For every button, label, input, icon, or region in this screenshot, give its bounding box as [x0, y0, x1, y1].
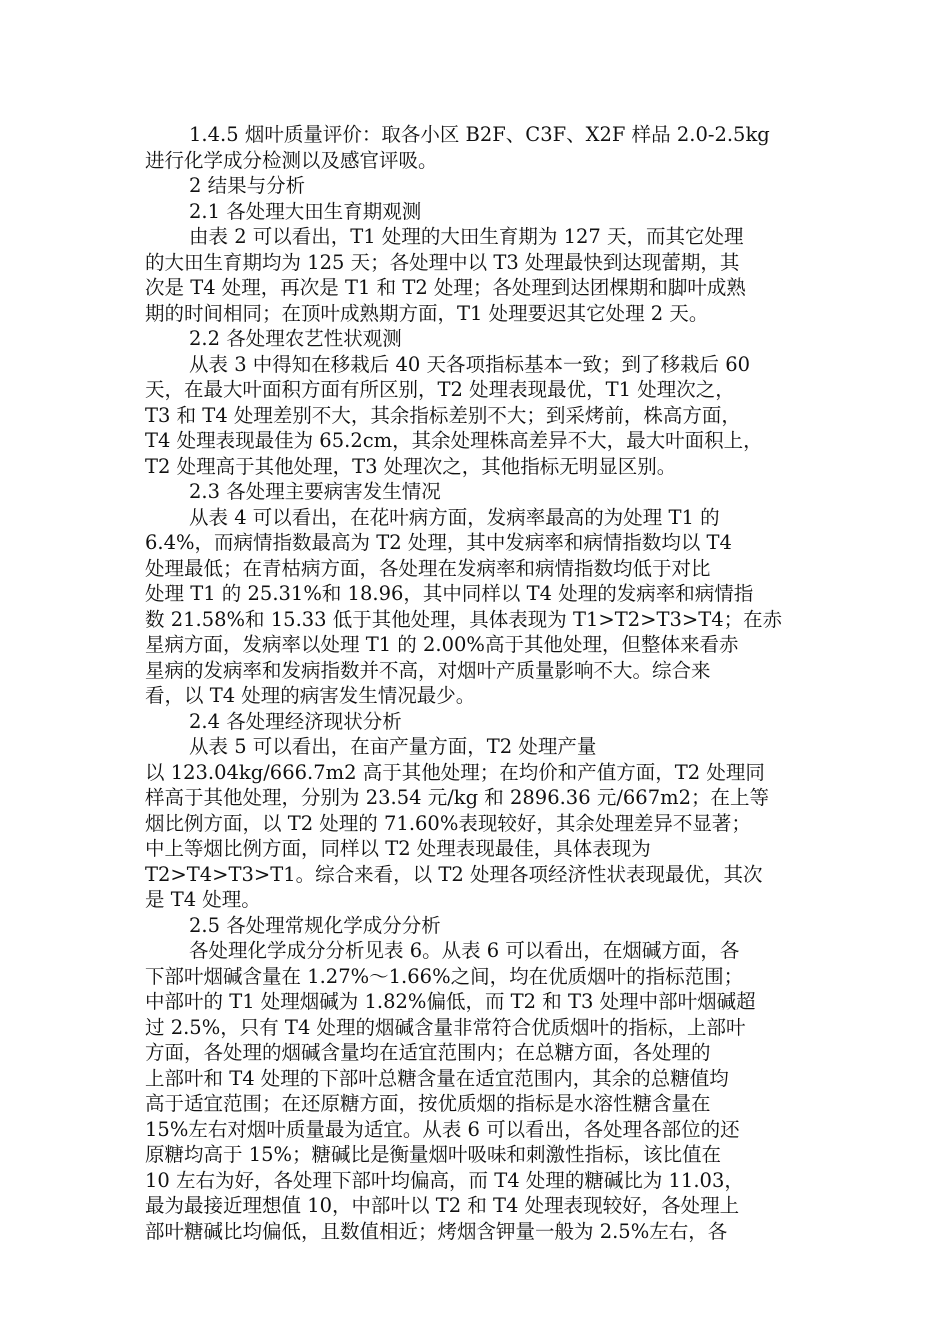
paragraph-line: 星病的发病率和发病指数并不高，对烟叶产质量影响不大。综合来: [145, 658, 711, 682]
paragraph-line: 烟比例方面，以 T2 处理的 71.60%表现较好，其余处理差异不显著；: [145, 811, 751, 835]
paragraph-line: 2.5 各处理常规化学成分分析: [189, 913, 441, 937]
paragraph-line: 进行化学成分检测以及感官评吸。: [145, 148, 438, 172]
paragraph-line: 由表 2 可以看出，T1 处理的大田生育期为 127 天，而其它处理: [189, 225, 744, 248]
paragraph-line: 的大田生育期均为 125 天；各处理中以 T3 处理最快到达现蕾期，其: [145, 250, 740, 274]
paragraph-line: 天，在最大叶面积方面有所区别，T2 处理表现最优，T1 处理次之，: [145, 378, 735, 401]
paragraph-line: 是 T4 处理。: [145, 888, 261, 911]
paragraph-line: 6.4%，而病情指数最高为 T2 处理，其中发病率和病情指数均以 T4: [145, 531, 732, 554]
paragraph-line: 数 21.58%和 15.33 低于其他处理，具体表现为 T1>T2>T3>T4；在赤: [145, 607, 783, 631]
paragraph-line: 各处理化学成分分析见表 6。从表 6 可以看出，在烟碱方面，各: [189, 939, 740, 962]
paragraph-line: 最为最接近理想值 10，中部叶以 T2 和 T4 处理表现较好，各处理上: [145, 1194, 740, 1217]
paragraph-line: 2 结果与分析: [189, 174, 306, 197]
paragraph-line: 15%左右对烟叶质量最为适宜。从表 6 可以看出，各处理各部位的还: [145, 1117, 740, 1141]
paragraph-line: 次是 T4 处理，再次是 T1 和 T2 处理；各处理到达团棵期和脚叶成熟: [145, 276, 746, 299]
paragraph-line: 2.2 各处理农艺性状观测: [189, 327, 402, 350]
paragraph-line: 高于适宜范围；在还原糖方面，按优质烟的指标是水溶性糖含量在: [145, 1092, 711, 1115]
paragraph-line: 星病方面，发病率以处理 T1 的 2.00%高于其他处理，但整体来看赤: [145, 633, 739, 656]
paragraph-line: 中部叶的 T1 处理烟碱为 1.82%偏低，而 T2 和 T3 处理中部叶烟碱超: [145, 990, 756, 1013]
paragraph-line: 上部叶和 T4 处理的下部叶总糖含量在适宜范围内，其余的总糖值均: [145, 1066, 729, 1090]
document-body: [145, 122, 807, 1244]
paragraph-line: 中上等烟比例方面，同样以 T2 处理表现最佳，具体表现为: [145, 837, 651, 860]
paragraph-line: 处理 T1 的 25.31%和 18.96，其中同样以 T4 处理的发病率和病情指: [145, 582, 754, 605]
paragraph-line: T2>T4>T3>T1。综合来看，以 T2 处理各项经济性状表现最优，其次: [145, 862, 763, 886]
paragraph-line: 过 2.5%，只有 T4 处理的烟碱含量非常符合优质烟叶的指标，上部叶: [145, 1015, 746, 1039]
paragraph-line: 以 123.04kg/666.7m2 高于其他处理；在均价和产值方面，T2 处理同: [145, 760, 765, 784]
paragraph-line: 1.4.5 烟叶质量评价：取各小区 B2F、C3F、X2F 样品 2.0-2.5kg: [189, 123, 770, 146]
paragraph-line: T2 处理高于其他处理，T3 处理次之，其他指标无明显区别。: [145, 454, 677, 478]
paragraph-line: 2.3 各处理主要病害发生情况: [189, 480, 441, 503]
paragraph-line: 从表 3 中得知在移栽后 40 天各项指标基本一致；到了移栽后 60: [189, 352, 751, 376]
paragraph-line: 2.1 各处理大田生育期观测: [189, 199, 422, 223]
paragraph-line: T4 处理表现最佳为 65.2cm，其余处理株高差异不大，最大叶面积上，: [145, 429, 763, 452]
paragraph-line: 从表 5 可以看出，在亩产量方面，T2 处理产量: [189, 735, 597, 758]
paragraph-line: 方面，各处理的烟碱含量均在适宜范围内；在总糖方面，各处理的: [145, 1041, 711, 1064]
paragraph-line: 部叶糖碱比均偏低，且数值相近；烤烟含钾量一般为 2.5%左右，各: [145, 1219, 728, 1243]
paragraph-line: 10 左右为好，各处理下部叶均偏高，而 T4 处理的糖碱比为 11.03，: [145, 1168, 744, 1192]
paragraph-line: 处理最低；在青枯病方面，各处理在发病率和病情指数均低于对比: [145, 556, 711, 580]
paragraph-line: 下部叶烟碱含量在 1.27%～1.66%之间，均在优质烟叶的指标范围；: [145, 964, 744, 988]
paragraph-line: 看，以 T4 处理的病害发生情况最少。: [145, 684, 476, 707]
paragraph-line: 从表 4 可以看出，在花叶病方面，发病率最高的为处理 T1 的: [189, 505, 720, 529]
paragraph-line: 原糖均高于 15%；糖碱比是衡量烟叶吸味和刺激性指标，该比值在: [145, 1143, 722, 1166]
paragraph-line: T3 和 T4 处理差别不大，其余指标差别不大；到采烤前，株高方面，: [145, 403, 741, 427]
paragraph-line: 样高于其他处理，分别为 23.54 元/kg 和 2896.36 元/667m2；在上等: [145, 786, 770, 809]
paragraph-line: 2.4 各处理经济现状分析: [189, 709, 402, 733]
paragraph-line: 期的时间相同；在顶叶成熟期方面，T1 处理要迟其它处理 2 天。: [145, 301, 709, 325]
